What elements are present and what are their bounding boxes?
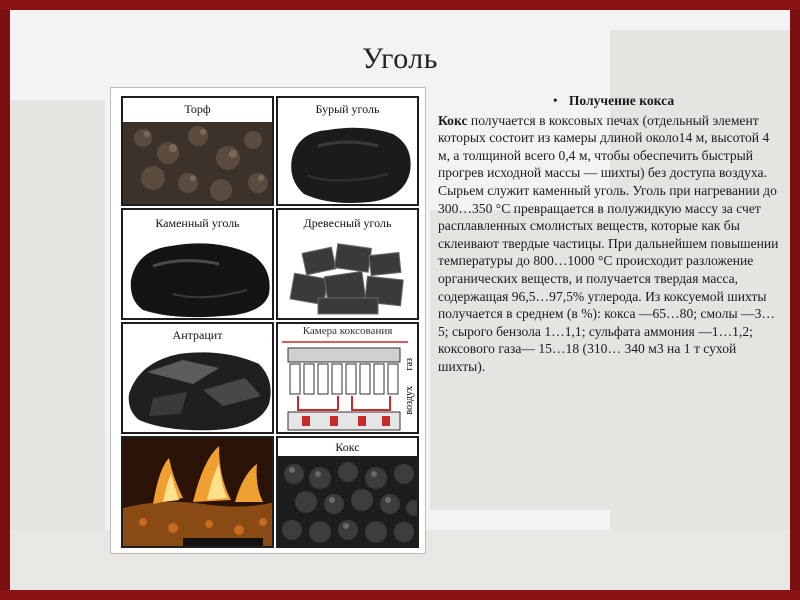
section-heading [438,92,783,110]
peat-label: Торф [184,102,211,116]
coke-oven-diagram [276,322,419,434]
slide-title: Уголь [362,42,438,75]
gas-label: газ [404,358,415,371]
bottom-frame-bar [0,590,800,600]
coke-image [276,436,419,548]
brown-coal-image [276,96,419,206]
heading-text: Получение кокса [568,93,675,108]
bullet-marker: • [552,93,558,108]
anthracite-label: Антрацит [172,328,223,342]
brown-coal-label: Бурый уголь [315,102,380,116]
coke-oven-label: Камера коксования [302,325,393,337]
flames-illustration [123,438,274,548]
charcoal-label: Древесный уголь [303,216,392,230]
background-building [10,100,105,540]
peat-image [121,96,274,206]
slide [10,10,790,590]
anthracite-image [121,322,274,434]
coke-label: Кокс [335,440,360,454]
coal-types-image-grid [110,87,426,554]
lead-word: Кокс [438,112,468,128]
air-label: воздух [404,386,415,415]
text-content [438,92,783,376]
burning-coal-image [121,436,274,548]
coke-oven-schematic [278,324,419,434]
body-paragraph [438,112,783,376]
top-frame-bar [0,0,800,10]
charcoal-image [276,208,419,320]
hard-coal-image [121,208,274,320]
hard-coal-label: Каменный уголь [155,216,240,230]
body-text: получается в коксовых печах (отдельный элемент которых состоит из камеры длиной около14 м, высотой 4 м, а толщиной всего 0,4 м, чтобы обеспечить быстрый прогрев исходной массы — шихты) без доступа воздуха. Сырьем служит каменный уголь. Уголь при нагревании до 300…350 °С превращается в полужидкую массу за счет расплавленных смолистых веществ, которые как бы склеивают твердые частицы. При дальнейшем повышении температуры до 800…1000 °С происходит разложение органических веществ, и получается твердая масса, содержащая 96,5…97,5% углерода. Из коксуемой шихты получается в среднем (в %): кокса —65…80; смолы —3…5; сырого бензола 1…1,1; сульфата аммония —1…1,2; коксового газа— 15…18 (310… 340 м3 на 1 т сухой шихты). [438,112,779,374]
